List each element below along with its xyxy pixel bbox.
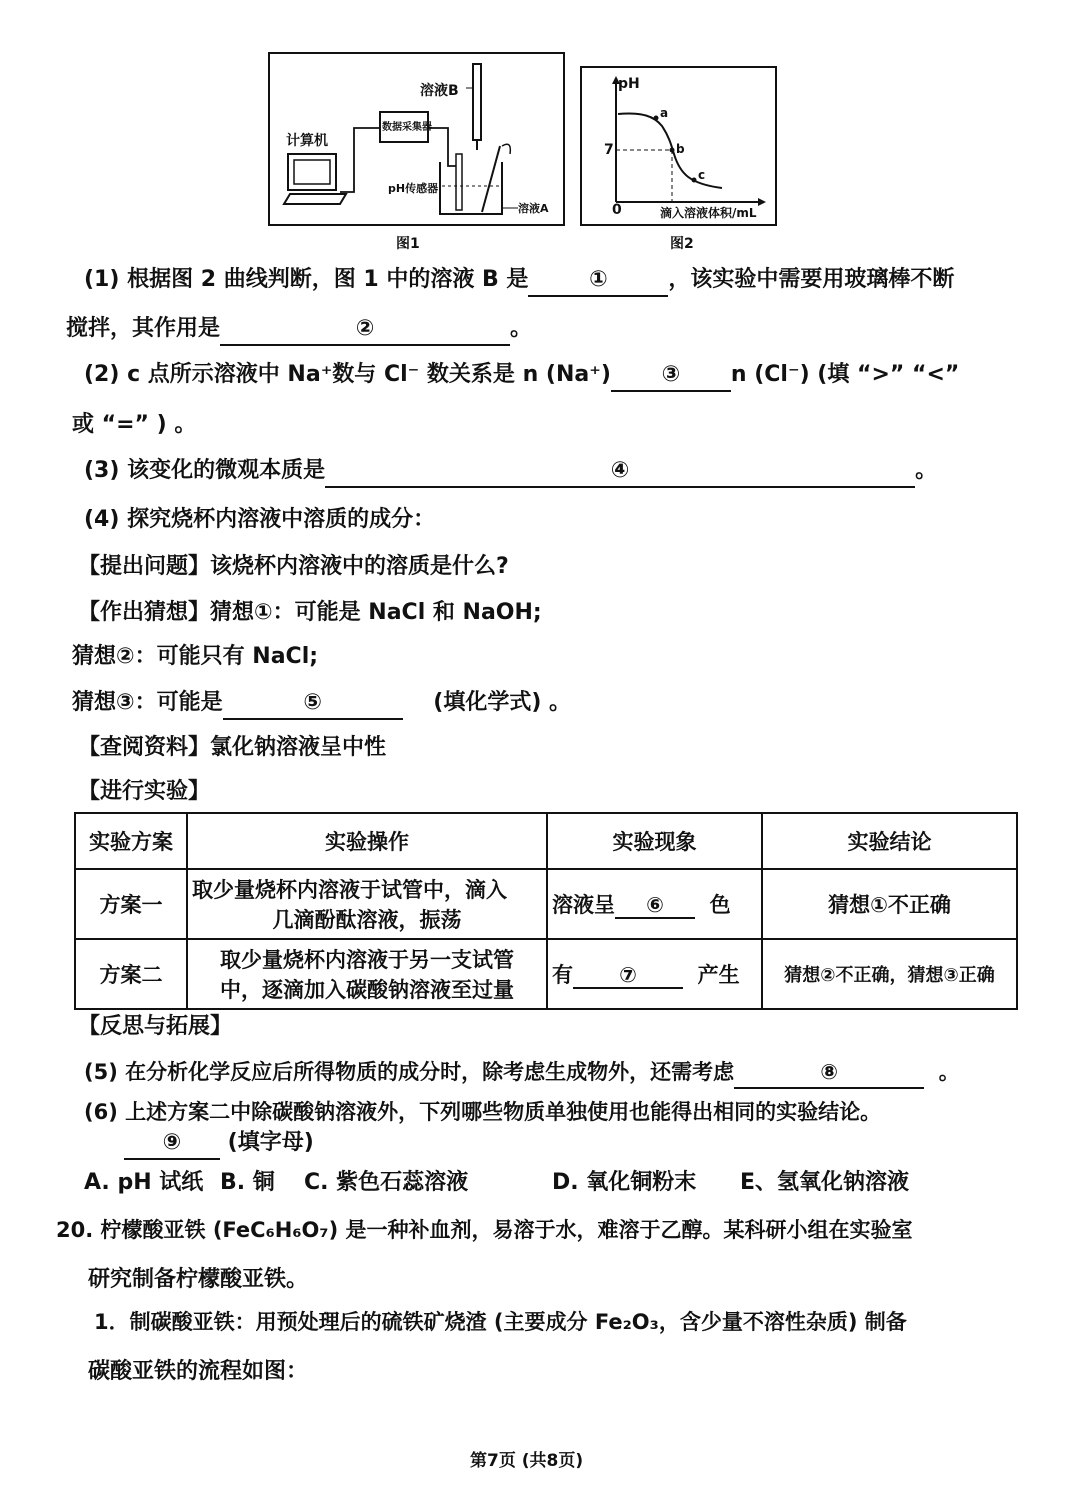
figure-2 [580, 66, 777, 226]
question-3: (3) 该变化的微观本质是 ④ 。 [84, 456, 937, 488]
point-c [692, 178, 697, 183]
blank-4[interactable]: ④ [325, 456, 915, 488]
question-20-line2: 研究制备柠檬酸亚铁。 [88, 1267, 309, 1292]
question-2-line2: 或 “=” ) 。 [72, 412, 197, 437]
table-row [75, 939, 1017, 1009]
row2-operation: 取少量烧杯内溶液于另一支试管 中，逐滴加入碳酸钠溶液至过量 [187, 939, 547, 1009]
figure-2-caption: 图2 [670, 236, 694, 252]
blank-9[interactable]: ⑨ [124, 1128, 220, 1160]
header-phenomenon: 实验现象 [547, 813, 762, 869]
question-20-line1: 20. 柠檬酸亚铁 (FeC₆H₆O₇) 是一种补血剂，易溶于水，难溶于乙醇。某科研小组在实验室 [56, 1218, 913, 1242]
header-operation: 实验操作 [187, 813, 547, 869]
label-computer: 计算机 [286, 133, 328, 149]
guess-2: 猜想②：可能只有 NaCl; [72, 644, 319, 669]
blank-2[interactable]: ② [220, 314, 510, 346]
experiment-table [74, 812, 1018, 1010]
point-c-label: c [698, 168, 706, 182]
blank-8[interactable]: ⑧ [734, 1057, 924, 1089]
table-row [75, 869, 1017, 939]
page-footer: 第7页 (共8页) [470, 1451, 584, 1471]
question-5: (5) 在分析化学反应后所得物质的成分时，除考虑生成物外，还需考虑 ⑧ 。 [84, 1057, 960, 1089]
question-2-line1: (2) c 点所示溶液中 Na⁺数与 Cl⁻ 数关系是 n (Na⁺) ③ n (Cl⁻) (填 “>” “<” [84, 360, 959, 392]
question-20-line4: 碳酸亚铁的流程如图： [88, 1359, 309, 1384]
question-20-line3: 1．制碳酸亚铁：用预处理后的硫铁矿烧渣 (主要成分 Fe₂O₃，含少量不溶性杂质) 制备 [94, 1310, 907, 1334]
option-a: A. pH 试纸 [84, 1170, 204, 1195]
option-e: E、氢氧化钠溶液 [740, 1170, 910, 1195]
row1-plan: 方案一 [75, 869, 187, 939]
reference-info: 【查阅资料】氯化钠溶液呈中性 [78, 735, 387, 760]
row1-conclusion: 猜想①不正确 [762, 869, 1017, 939]
guess-3: 猜想③：可能是 ⑤ (填化学式) 。 [72, 688, 571, 720]
blank-7[interactable]: ⑦ [573, 963, 683, 989]
question-1-line2: 搅拌，其作用是 ② 。 [66, 314, 532, 346]
option-d: D. 氧化铜粉末 [552, 1170, 697, 1195]
label-collector: 数据采集器 [382, 122, 432, 133]
table-header-row [75, 813, 1017, 869]
origin-label: 0 [612, 202, 622, 218]
raise-question: 【提出问题】该烧杯内溶液中的溶质是什么? [78, 554, 509, 579]
question-4: (4) 探究烧杯内溶液中溶质的成分： [84, 507, 436, 532]
figure-1 [268, 52, 565, 226]
blank-5[interactable]: ⑤ [223, 688, 403, 720]
point-a [654, 116, 659, 121]
question-1-line1: (1) 根据图 2 曲线判断，图 1 中的溶液 B 是 ① ，该实验中需要用玻璃棒不断 [84, 265, 954, 297]
label-ph-sensor: pH传感器 [388, 182, 439, 195]
guess-1: 【作出猜想】猜想①：可能是 NaCl 和 NaOH; [78, 600, 542, 625]
option-c: C. 紫色石蕊溶液 [304, 1170, 469, 1195]
label-solution-b: 溶液B [420, 83, 459, 99]
row1-phenomenon: 溶液呈 ⑥ 色 [547, 869, 762, 939]
x-axis-label: 滴入溶液体积/mL [660, 206, 757, 220]
blank-3[interactable]: ③ [611, 360, 731, 392]
blank-6[interactable]: ⑥ [615, 893, 695, 919]
header-conclusion: 实验结论 [762, 813, 1017, 869]
blank-1[interactable]: ① [528, 265, 668, 297]
point-b [670, 148, 675, 153]
row2-plan: 方案二 [75, 939, 187, 1009]
point-b-label: b [676, 142, 685, 156]
y-axis-label: pH [618, 76, 640, 92]
question-6: (6) 上述方案二中除碳酸钠溶液外，下列哪些物质单独使用也能得出相同的实验结论。 [84, 1100, 882, 1124]
row2-phenomenon: 有 ⑦ 产生 [547, 939, 762, 1009]
row1-operation: 取少量烧杯内溶液于试管中，滴入 几滴酚酞溶液，振荡 [187, 869, 547, 939]
question-6-answer: ⑨ (填字母) [124, 1128, 314, 1160]
point-a-label: a [660, 106, 669, 120]
experiment-heading: 【进行实验】 [78, 779, 211, 804]
reflection-heading: 【反思与拓展】 [78, 1014, 233, 1039]
y-tick-7: 7 [604, 142, 614, 158]
option-b: B. 铜 [220, 1170, 275, 1195]
label-solution-a: 溶液A [518, 202, 549, 215]
row2-conclusion: 猜想②不正确，猜想③正确 [762, 939, 1017, 1009]
header-plan: 实验方案 [75, 813, 187, 869]
figure-1-caption: 图1 [396, 236, 420, 252]
